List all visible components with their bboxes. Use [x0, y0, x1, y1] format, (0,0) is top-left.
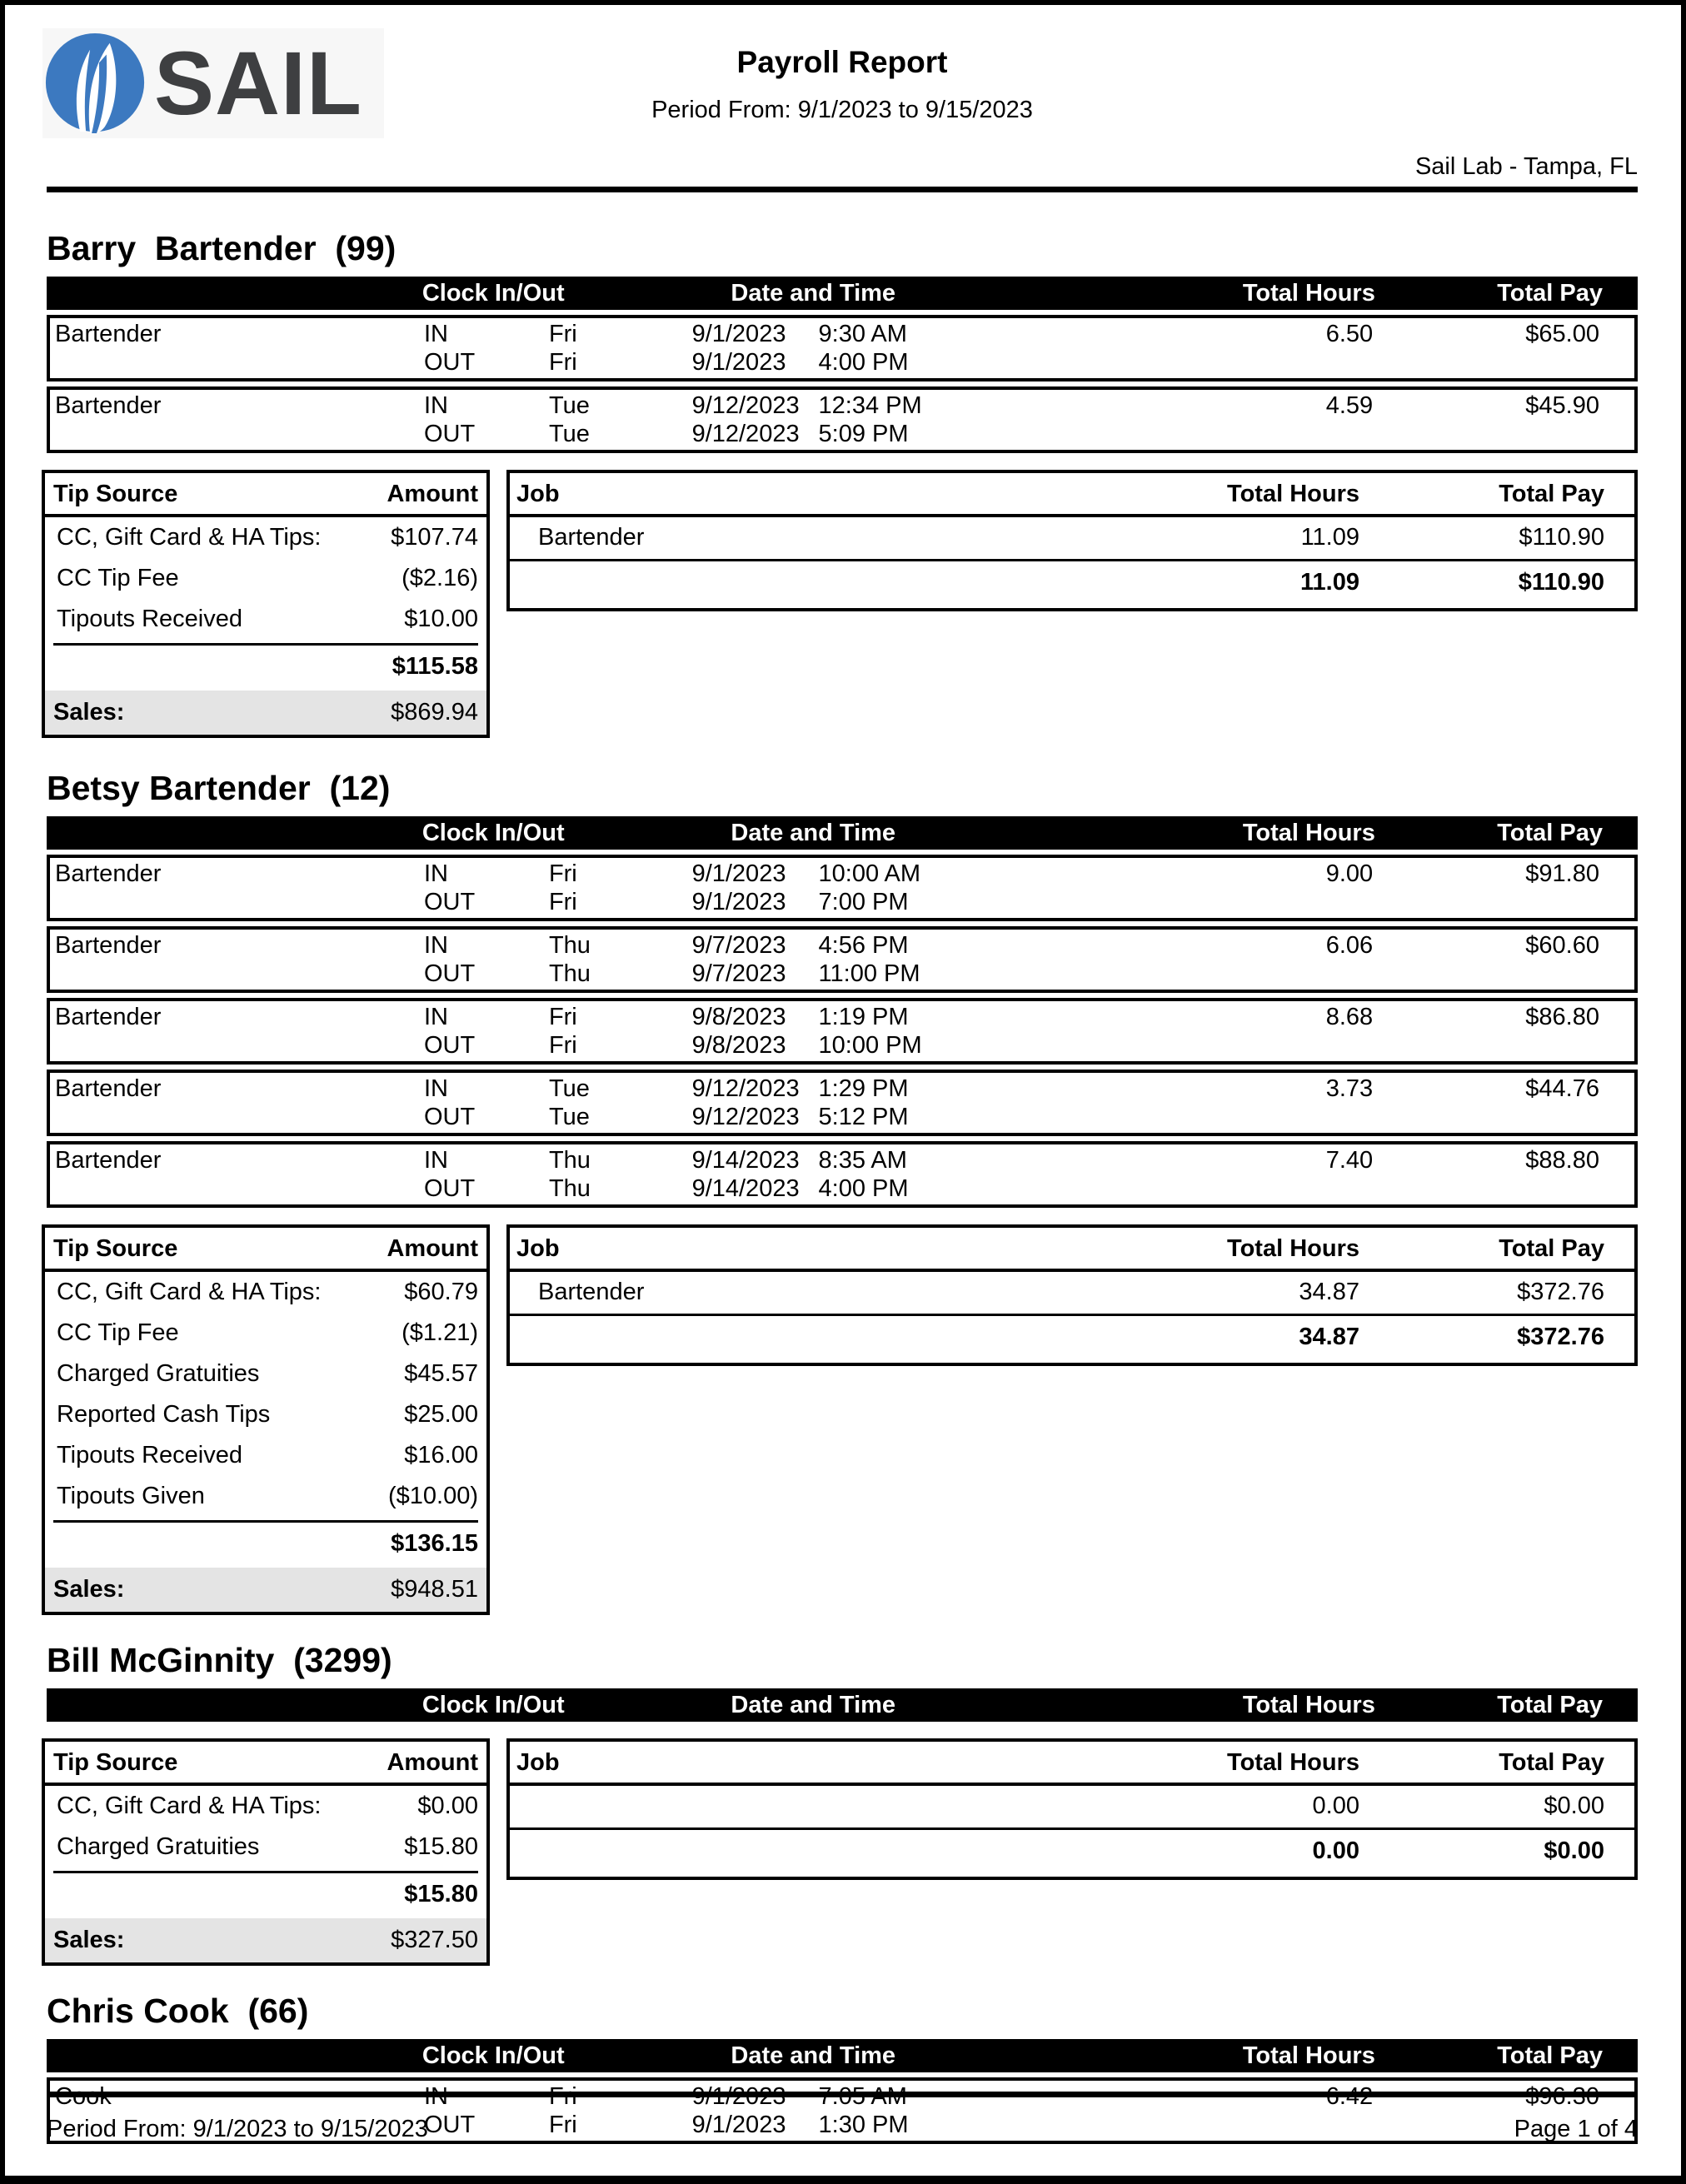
col-date-and-time: Date and Time — [731, 819, 896, 846]
out-time: 4:00 PM — [818, 349, 909, 376]
job-header: Job — [516, 1235, 560, 1262]
out-date: 9/1/2023 — [691, 349, 786, 376]
tip-source-table — [42, 1224, 490, 1615]
tip-row: Tipouts Received $16.00 — [57, 1442, 478, 1468]
clock-out-label: OUT — [423, 889, 476, 915]
out-time: 11:00 PM — [818, 960, 920, 987]
clock-out-label: OUT — [423, 349, 476, 376]
in-date: 9/12/2023 — [691, 392, 800, 419]
in-date: 9/8/2023 — [691, 1004, 786, 1030]
job-pay-header: Total Pay — [1499, 1235, 1604, 1262]
clock-out-label: OUT — [423, 2112, 476, 2138]
shift-row — [47, 1070, 1638, 1136]
out-date: 9/12/2023 — [691, 421, 800, 447]
shift-hours: 7.40 — [1325, 1147, 1374, 1174]
footer-rule — [47, 2092, 1638, 2097]
col-total-pay: Total Pay — [1497, 819, 1603, 846]
out-day: Fri — [548, 889, 577, 915]
out-date: 9/7/2023 — [691, 960, 786, 987]
shift-table-header — [47, 2039, 1638, 2072]
report-body — [47, 228, 1638, 2144]
amount-header: Amount — [387, 1749, 478, 1776]
out-day: Fri — [548, 1032, 577, 1059]
shift-pay: $45.90 — [1525, 392, 1599, 419]
employee-name: Bill McGinnity (3299) — [47, 1641, 392, 1679]
clock-out-label: OUT — [423, 1175, 476, 1202]
shift-pay: $86.80 — [1525, 1004, 1599, 1030]
tip-source-header: Tip Source — [53, 1235, 178, 1262]
employee-name: Barry Bartender (99) — [47, 229, 397, 267]
out-day: Thu — [548, 960, 591, 987]
tip-row: CC, Gift Card & HA Tips: $60.79 — [57, 1279, 478, 1305]
sales-label: Sales: — [53, 1927, 125, 1953]
out-date: 9/12/2023 — [691, 1104, 800, 1130]
shift-job: Bartender — [55, 1147, 162, 1174]
tips-total: $136.15 — [391, 1530, 478, 1557]
col-total-pay: Total Pay — [1497, 279, 1603, 307]
tips-total: $115.58 — [392, 653, 478, 680]
footer-period: Period From: 9/1/2023 to 9/15/2023 — [47, 2116, 428, 2142]
tip-source-header: Tip Source — [53, 481, 178, 507]
shift-hours: 8.68 — [1325, 1004, 1374, 1030]
shift-pay: $88.80 — [1525, 1147, 1599, 1174]
out-day: Thu — [548, 1175, 591, 1202]
sales-amount: $327.50 — [391, 1927, 478, 1953]
out-date: 9/14/2023 — [691, 1175, 800, 1202]
shift-pay: $91.80 — [1525, 860, 1599, 887]
in-day: Thu — [548, 1147, 591, 1174]
shift-hours: 6.06 — [1325, 932, 1374, 959]
col-total-hours: Total Hours — [1242, 2042, 1375, 2069]
shift-job: Bartender — [55, 392, 162, 419]
clock-out-label: OUT — [423, 960, 476, 987]
shift-row — [47, 855, 1638, 921]
tip-row: Tipouts Received $10.00 — [57, 606, 478, 632]
tip-row: CC Tip Fee ($2.16) — [57, 565, 478, 591]
clock-in-label: IN — [423, 932, 448, 959]
clock-in-label: IN — [423, 321, 448, 347]
col-total-hours: Total Hours — [1242, 1691, 1375, 1718]
sales-amount: $869.94 — [391, 699, 478, 726]
shift-table-header — [47, 816, 1638, 850]
job-row: 0.00 $0.00 — [510, 1786, 1634, 1830]
tips-total: $15.80 — [404, 1881, 478, 1907]
shift-table-header — [47, 1688, 1638, 1722]
job-summary-table — [506, 470, 1638, 611]
amount-header: Amount — [387, 481, 478, 507]
job-total-row: 11.09 $110.90 — [1300, 569, 1604, 596]
shift-hours: 3.73 — [1325, 1075, 1374, 1102]
in-day: Tue — [548, 392, 590, 419]
in-date: 9/1/2023 — [691, 321, 786, 347]
out-day: Tue — [548, 421, 590, 447]
shift-pay: $60.60 — [1525, 932, 1599, 959]
in-day: Fri — [548, 1004, 577, 1030]
in-time: 9:30 AM — [818, 321, 907, 347]
in-time: 12:34 PM — [818, 392, 922, 419]
clock-out-label: OUT — [423, 1032, 476, 1059]
shift-hours: 9.00 — [1325, 860, 1374, 887]
out-day: Fri — [548, 349, 577, 376]
tip-row: CC, Gift Card & HA Tips: $107.74 — [57, 524, 478, 551]
tip-source-table — [42, 1738, 490, 1966]
header-rule — [47, 187, 1638, 192]
shift-job: Bartender — [55, 321, 162, 347]
col-total-hours: Total Hours — [1242, 279, 1375, 307]
in-time: 8:35 AM — [818, 1147, 907, 1174]
job-total-row: 34.87 $372.76 — [1299, 1324, 1604, 1350]
job-header: Job — [516, 481, 560, 507]
tip-row: Tipouts Given ($10.00) — [57, 1483, 478, 1509]
out-time: 5:12 PM — [818, 1104, 909, 1130]
shift-job: Bartender — [55, 1004, 162, 1030]
clock-in-label: IN — [423, 1004, 448, 1030]
out-date: 9/1/2023 — [691, 2112, 786, 2138]
report-header — [47, 5, 1638, 198]
job-summary-table — [506, 1738, 1638, 1880]
in-day: Fri — [548, 860, 577, 887]
sales-label: Sales: — [53, 1576, 125, 1603]
clock-in-label: IN — [423, 860, 448, 887]
clock-in-label: IN — [423, 1075, 448, 1102]
clock-in-label: IN — [423, 392, 448, 419]
shift-pay: $65.00 — [1525, 321, 1599, 347]
col-total-pay: Total Pay — [1497, 2042, 1603, 2069]
clock-in-label: IN — [423, 1147, 448, 1174]
shift-job: Bartender — [55, 932, 162, 959]
job-row: Bartender 34.87 $372.76 — [510, 1272, 1634, 1316]
shift-job: Bartender — [55, 860, 162, 887]
job-total-row: 0.00 $0.00 — [1312, 1837, 1604, 1864]
job-hours-header: Total Hours — [1227, 1749, 1359, 1776]
job-header: Job — [516, 1749, 560, 1776]
out-time: 5:09 PM — [818, 421, 909, 447]
col-date-and-time: Date and Time — [731, 1691, 896, 1718]
col-total-pay: Total Pay — [1497, 1691, 1603, 1718]
sales-row — [45, 691, 486, 735]
col-clock-in-out: Clock In/Out — [422, 819, 565, 846]
footer-page-number: Page 1 of 4 — [1514, 2116, 1638, 2142]
shift-row — [47, 315, 1638, 381]
sales-amount: $948.51 — [391, 1576, 478, 1603]
shift-job: Bartender — [55, 1075, 162, 1102]
in-time: 1:19 PM — [818, 1004, 909, 1030]
in-time: 1:29 PM — [818, 1075, 909, 1102]
out-time: 7:00 PM — [818, 889, 909, 915]
logo-wordmark: SAIL — [154, 32, 363, 133]
report-period: Period From: 9/1/2023 to 9/15/2023 — [651, 97, 1033, 123]
shift-hours: 6.50 — [1325, 321, 1374, 347]
in-date: 9/7/2023 — [691, 932, 786, 959]
shift-hours: 4.59 — [1325, 392, 1374, 419]
shift-row — [47, 386, 1638, 453]
sales-row — [45, 1568, 486, 1612]
tip-source-table — [42, 470, 490, 738]
in-day: Tue — [548, 1075, 590, 1102]
clock-out-label: OUT — [423, 1104, 476, 1130]
job-summary-table — [506, 1224, 1638, 1366]
clock-out-label: OUT — [423, 421, 476, 447]
job-pay-header: Total Pay — [1499, 1749, 1604, 1776]
shift-row — [47, 926, 1638, 993]
amount-header: Amount — [387, 1235, 478, 1262]
job-hours-header: Total Hours — [1227, 1235, 1359, 1262]
col-clock-in-out: Clock In/Out — [422, 2042, 565, 2069]
employee-name: Betsy Bartender (12) — [47, 769, 391, 807]
shift-row — [47, 1141, 1638, 1208]
tip-source-header: Tip Source — [53, 1749, 178, 1776]
out-day: Fri — [548, 2112, 577, 2138]
employee-name: Chris Cook (66) — [47, 1992, 309, 2030]
tip-row: CC Tip Fee ($1.21) — [57, 1319, 478, 1346]
in-date: 9/14/2023 — [691, 1147, 800, 1174]
col-date-and-time: Date and Time — [731, 2042, 896, 2069]
col-clock-in-out: Clock In/Out — [422, 279, 565, 307]
tip-row: Charged Gratuities $15.80 — [57, 1833, 478, 1860]
col-date-and-time: Date and Time — [731, 279, 896, 307]
in-day: Thu — [548, 932, 591, 959]
col-total-hours: Total Hours — [1242, 819, 1375, 846]
in-time: 4:56 PM — [818, 932, 909, 959]
report-location: Sail Lab - Tampa, FL — [1414, 153, 1638, 180]
job-row: Bartender 11.09 $110.90 — [510, 517, 1634, 561]
report-title: Payroll Report — [736, 45, 948, 79]
out-date: 9/1/2023 — [691, 889, 786, 915]
col-clock-in-out: Clock In/Out — [422, 1691, 565, 1718]
job-pay-header: Total Pay — [1499, 481, 1604, 507]
sales-label: Sales: — [53, 699, 125, 726]
in-date: 9/1/2023 — [691, 860, 786, 887]
report-footer — [47, 2092, 1638, 2143]
in-date: 9/12/2023 — [691, 1075, 800, 1102]
out-date: 9/8/2023 — [691, 1032, 786, 1059]
tip-row: Reported Cash Tips $25.00 — [57, 1401, 478, 1428]
in-time: 10:00 AM — [818, 860, 921, 887]
tip-row: Charged Gratuities $45.57 — [57, 1360, 478, 1387]
sales-row — [45, 1918, 486, 1962]
out-day: Tue — [548, 1104, 590, 1130]
shift-row — [47, 998, 1638, 1065]
job-hours-header: Total Hours — [1227, 481, 1359, 507]
tip-row: CC, Gift Card & HA Tips: $0.00 — [57, 1793, 478, 1819]
in-day: Fri — [548, 321, 577, 347]
out-time: 4:00 PM — [818, 1175, 909, 1202]
shift-pay: $44.76 — [1525, 1075, 1599, 1102]
out-time: 1:30 PM — [818, 2112, 909, 2138]
shift-table-header — [47, 277, 1638, 310]
out-time: 10:00 PM — [818, 1032, 922, 1059]
